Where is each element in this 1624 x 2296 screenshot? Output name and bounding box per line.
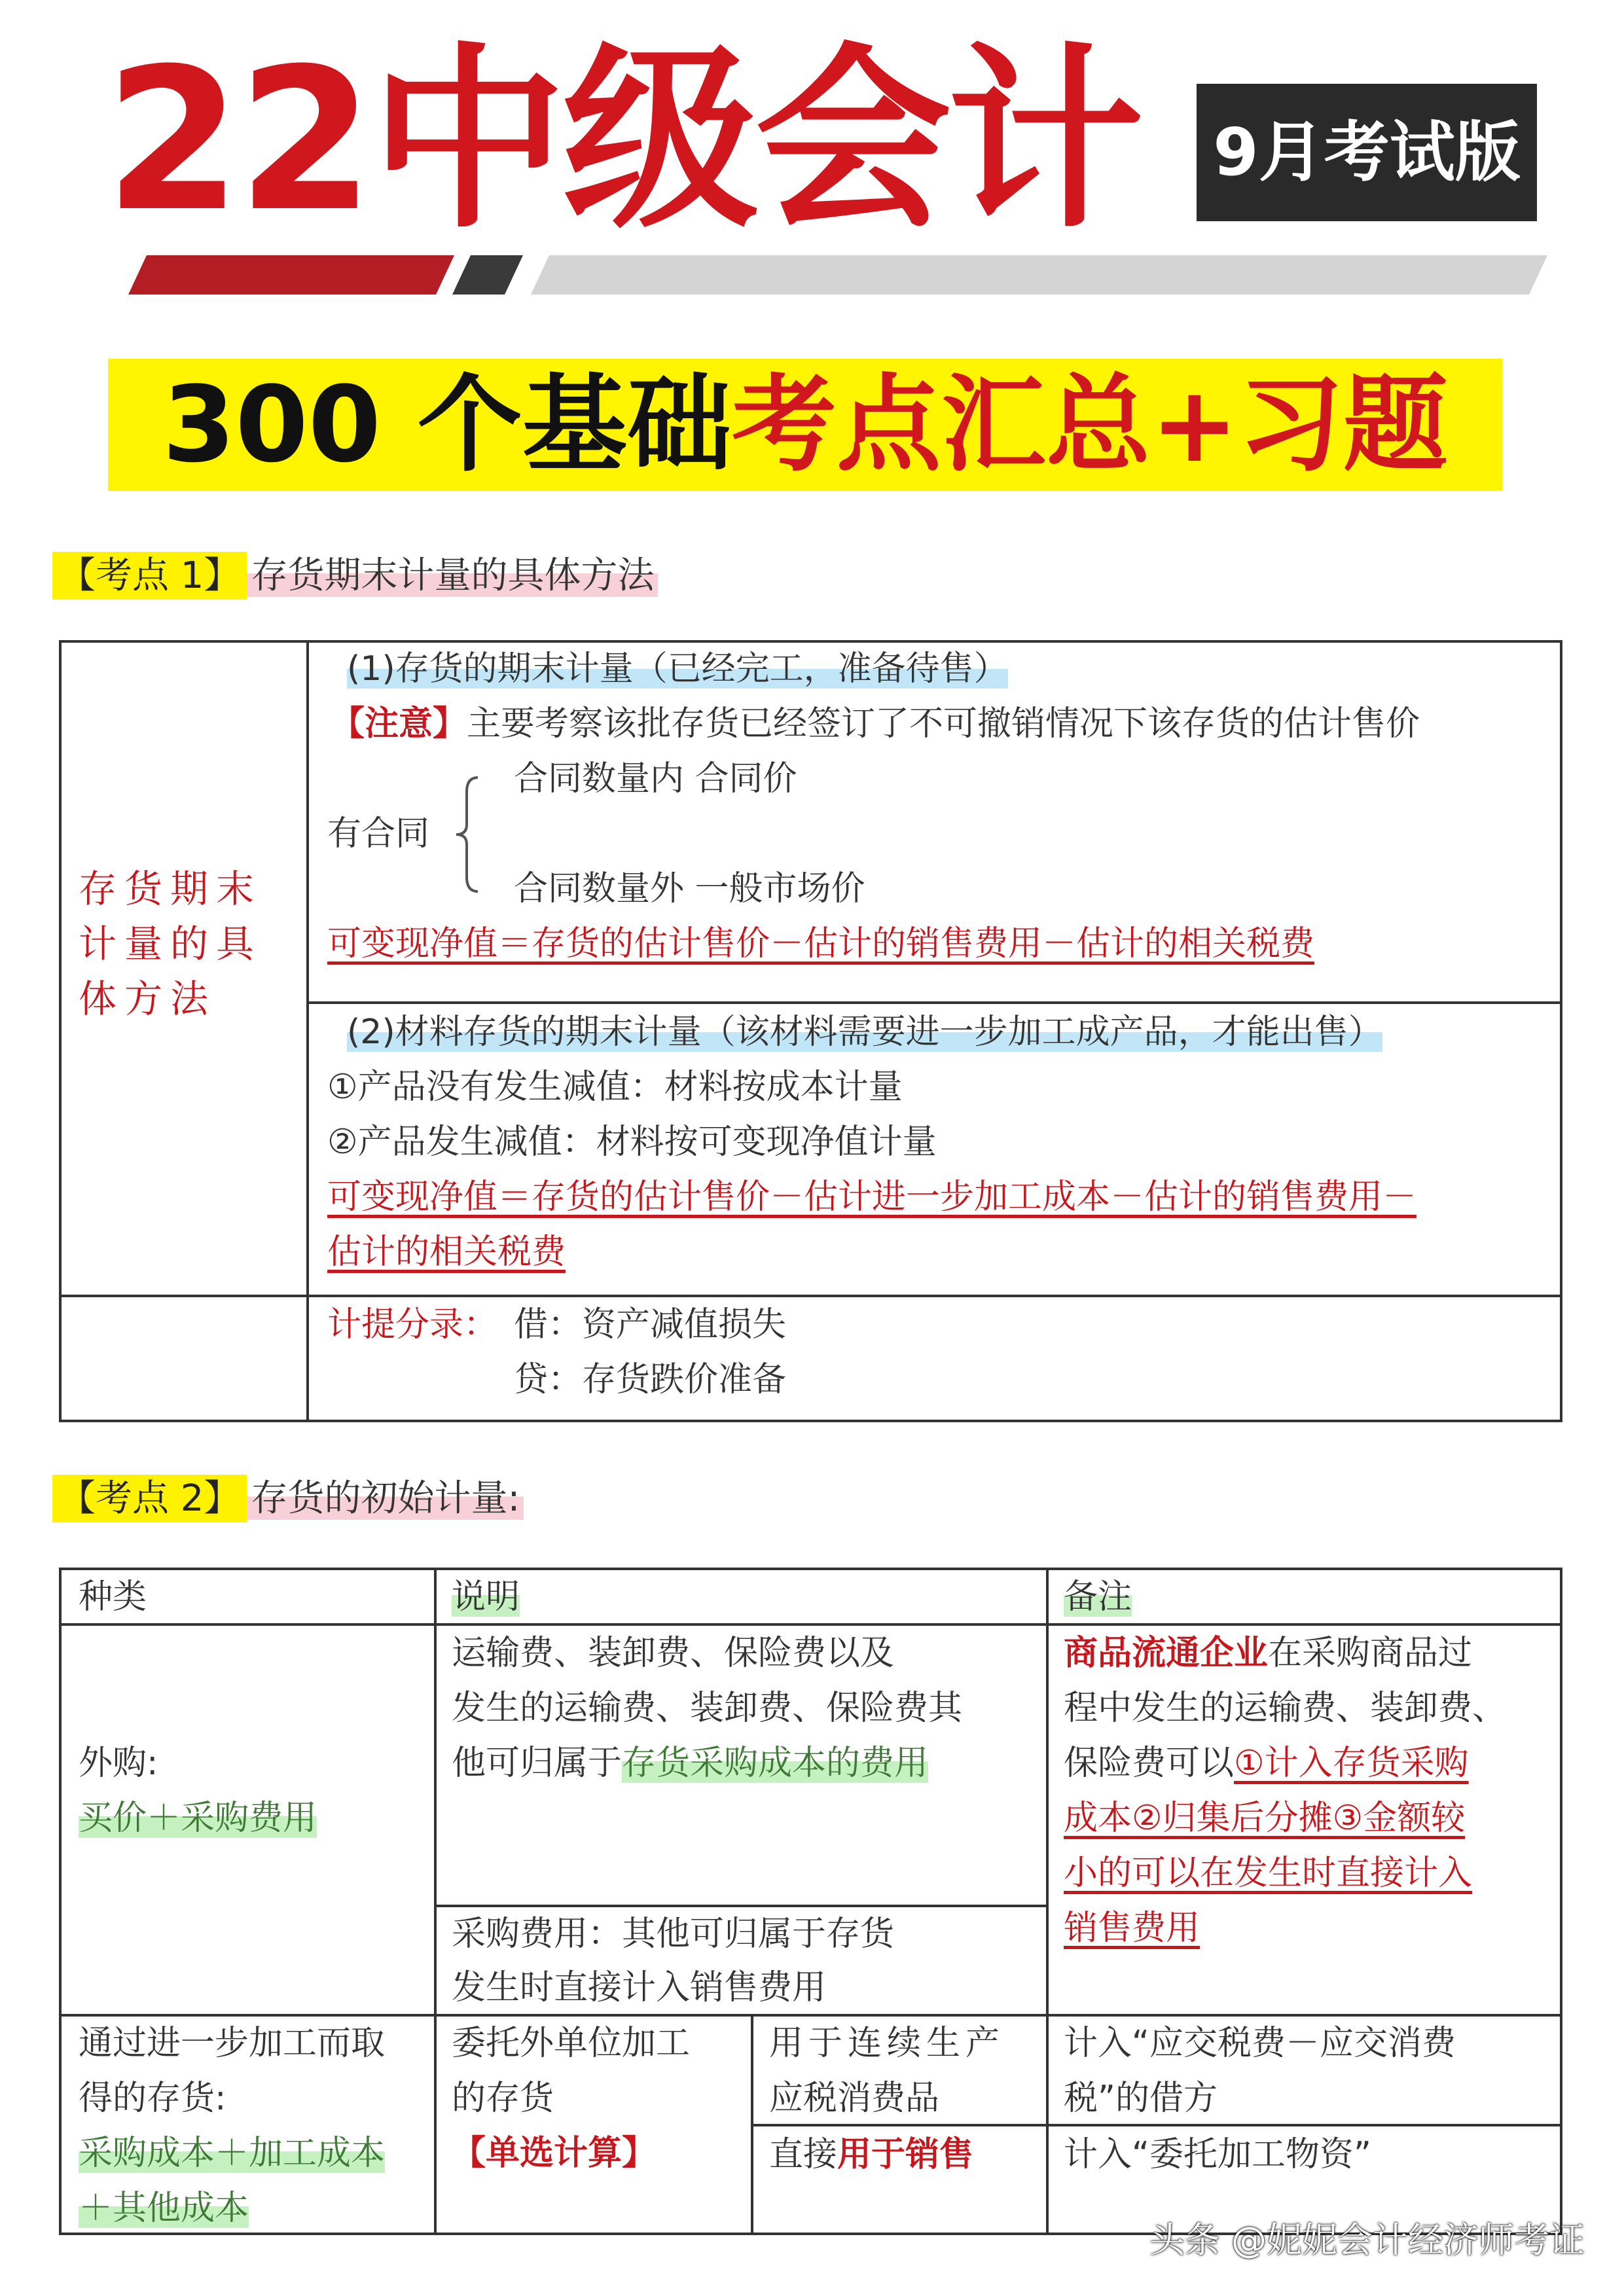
kp2-consign-line1: 委托外单位加工: [452, 2024, 691, 2063]
kp2-column-divider-2: [1046, 1568, 1049, 2235]
kp2-note-line3-prefix: 保险费可以: [1064, 1744, 1235, 1783]
kp2-note-red-bold: 商品流通企业: [1064, 1634, 1269, 1673]
kp2-desc2-line2: 发生时直接计入销售费用: [452, 1968, 827, 2007]
subtitle-red-part: 考点汇总+习题: [731, 363, 1448, 486]
kp1-note-text: 主要考察该批存货已经签订了不可撤销情况下该存货的估计售价: [467, 704, 1420, 744]
kp2-note-line1: [1064, 1626, 1472, 1681]
kp2-remark-cont-line1: 计入“应交税费－应交消费: [1064, 2024, 1456, 2063]
kp1-formula2-line1-text: 可变现净值＝存货的估计售价－估计进一步加工成本－估计的销售费用－: [327, 1177, 1417, 1217]
kp2-remark-direct: 计入“委托加工物资”: [1064, 2135, 1371, 2174]
kp1-column-divider: [306, 640, 309, 1422]
kp2-processed-formula1: [79, 2126, 385, 2181]
kp2-header-type: 种类: [79, 1577, 147, 1617]
kp2-processed-formula2-text: ＋其他成本: [79, 2189, 249, 2228]
decorative-bar-red: [128, 255, 454, 295]
kp1-row-divider-2: [59, 1295, 1562, 1297]
kp2-note-line5-text: 小的可以在发生时直接计入: [1064, 1854, 1473, 1893]
kp1-tag: 【考点 1】: [52, 552, 247, 600]
kp2-consign-line2: 的存货: [452, 2079, 554, 2118]
kp2-direct-red: 用于销售: [837, 2135, 974, 2174]
kp1-section1-heading-text: (1)存货的期末计量（已经完工，准备待售）: [347, 649, 1008, 689]
kp1-note-tag: 【注意】: [331, 704, 467, 744]
decorative-bar-dark: [452, 255, 523, 295]
kp1-section2-heading: [347, 1005, 1382, 1060]
kp2-processed-formula2: [79, 2181, 249, 2236]
kp1-formula1-text: 可变现净值＝存货的估计售价－估计的销售费用－估计的相关税费: [327, 924, 1315, 963]
kp1-side-label: 存货期末计量的具体方法: [79, 867, 262, 1021]
kp2-desc-line2: 发生的运输费、装卸费、保险费其: [452, 1689, 963, 1728]
kp2-purchase-formula: [79, 1791, 317, 1846]
kp1-formula2-line2-text: 估计的相关税费: [327, 1232, 566, 1272]
kp2-processed-line2: 得的存货:: [79, 2079, 226, 2118]
kp2-note-line3: [1064, 1736, 1469, 1791]
kp1-contract-label: 有合同: [327, 814, 430, 853]
kp2-note-line3-underlined: ①计入存货采购: [1234, 1744, 1469, 1783]
kp1-section2-item2: ②产品发生减值：材料按可变现净值计量: [327, 1122, 937, 1162]
kp1-section2-heading-text: (2)材料存货的期末计量（该材料需要进一步加工成产品，才能出售）: [347, 1013, 1382, 1052]
kp2-cont-line1: 用于连续生产: [769, 2024, 1005, 2063]
subtitle-black-part: 300 个基础: [162, 363, 732, 486]
kp2-column-divider-1: [434, 1568, 437, 2235]
kp1-contract-outside: 合同数量外 一般市场价: [514, 869, 865, 908]
kp2-header-desc-text: 说明: [452, 1577, 520, 1617]
kp2-note-line6-text: 销售费用: [1064, 1909, 1200, 1948]
kp1-entry-debit: 借：资产减值损失: [514, 1305, 787, 1344]
kp2-desc-line3-prefix: 他可归属于: [452, 1744, 623, 1783]
kp2-direct: [769, 2127, 973, 2182]
kp1-row-divider-1: [306, 1001, 1562, 1004]
kp2-note-line2: 程中发生的运输费、装卸费、: [1064, 1689, 1507, 1728]
kp2-note-line1-rest: 在采购商品过: [1268, 1634, 1473, 1673]
kp2-header-remark: [1064, 1570, 1132, 1624]
kp1-entry-label: 计提分录：: [327, 1305, 498, 1344]
subtitle: [108, 359, 1502, 491]
kp2-consign-tag: 【单选计算】: [452, 2134, 657, 2173]
watermark: 头条 @妮妮会计经济师考证: [1149, 2219, 1585, 2261]
kp2-remark-cont-line2: 税”的借方: [1064, 2079, 1218, 2118]
kp2-purchase-formula-text: 买价＋采购费用: [79, 1799, 317, 1838]
kp2-purchase-label: 外购:: [79, 1744, 158, 1783]
kp2-processed-line1: 通过进一步加工而取: [79, 2024, 386, 2063]
kp1-formula2-line2: [327, 1225, 566, 1280]
kp1-heading: [52, 547, 658, 599]
kp1-contract-brace: [448, 772, 488, 897]
kp1-formula1: [327, 916, 1314, 971]
kp2-note-line4: [1064, 1791, 1465, 1846]
kp2-note-line5: [1064, 1846, 1472, 1901]
kp2-desc2-line1: 采购费用：其他可归属于存货: [452, 1914, 895, 1954]
decorative-bar-gray: [531, 255, 1547, 295]
kp2-desc-line3: [452, 1736, 928, 1791]
kp2-direct-prefix: 直接: [769, 2135, 838, 2174]
kp2-processed-formula1-text: 采购成本＋加工成本: [79, 2134, 386, 2173]
kp2-desc-line1: 运输费、装卸费、保险费以及: [452, 1634, 895, 1673]
kp2-header-remark-text: 备注: [1064, 1577, 1132, 1617]
kp1-entry-credit: 贷：存货跌价准备: [514, 1360, 787, 1399]
main-title: 22中级会计: [105, 26, 1140, 255]
kp2-tag: 【考点 2】: [52, 1475, 247, 1522]
kp1-contract-inside: 合同数量内 合同价: [514, 759, 797, 798]
kp2-note-line4-text: 成本②归集后分摊③金额较: [1064, 1799, 1466, 1838]
kp2-desc-line3-highlight: 存货采购成本的费用: [622, 1744, 929, 1783]
kp1-note: [331, 696, 1420, 751]
kp1-formula2-line1: [327, 1170, 1416, 1225]
kp1-title: 存货期末计量的具体方法: [247, 554, 658, 597]
kp2-heading: [52, 1469, 524, 1522]
kp2-cont-line2: 应税消费品: [769, 2079, 940, 2118]
kp1-section1-heading: [347, 641, 1008, 696]
edition-badge: 9月考试版: [1197, 84, 1537, 221]
kp2-note-line6: [1064, 1901, 1200, 1956]
kp2-title: 存货的初始计量:: [247, 1477, 524, 1520]
kp2-header-desc: [452, 1570, 520, 1624]
kp1-section2-item1: ①产品没有发生减值：材料按成本计量: [327, 1067, 903, 1107]
